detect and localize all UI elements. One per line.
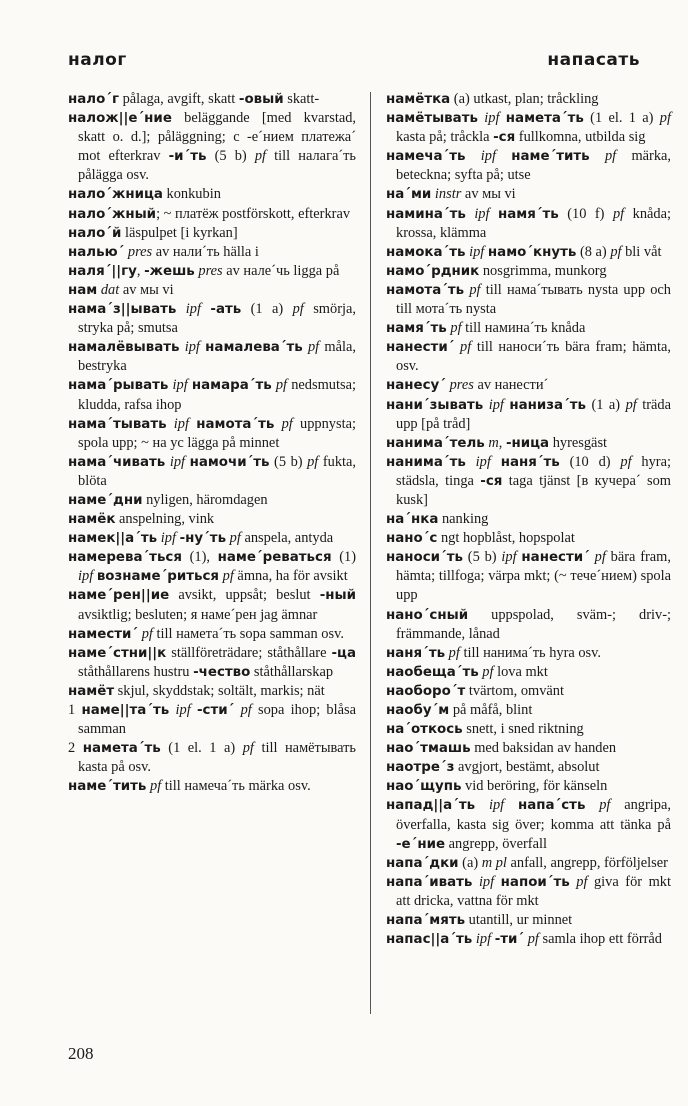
left-column	[68, 90, 356, 796]
page-number: 208	[68, 1044, 94, 1063]
dictionary-entry: напа´мять utantill, ur minnet	[386, 912, 573, 929]
dictionary-entry: наня´ть pf till нанима´ть hyra osv.	[386, 644, 602, 661]
dictionary-entry: наме´стни||к ställföreträdare; ståthållare -ца ståthållarens hustru -чество ståthållarskap	[68, 644, 356, 680]
column-divider	[370, 92, 371, 1014]
dictionary-entry: намо´рдник nosgrimma, munkorg	[386, 262, 607, 279]
dictionary-entry: намёт skjul, skyddstak; soltält, markis; nät	[68, 682, 325, 699]
dictionary-entry: наотре´з avgjort, bestämt, absolut	[386, 759, 600, 776]
dictionary-entry: наме´тить pf till намеча´ть märka osv.	[68, 778, 311, 795]
dictionary-entry: нама´рывать ipf намара´ть pf nedsmutsa; kludda, rafsa ihop	[68, 377, 356, 413]
dictionary-entry: наобу´м på måfå, blint	[386, 702, 533, 718]
dictionary-entry: намести´ pf till намета´ть sopa samman osv.	[68, 625, 344, 642]
dictionary-entry: наме´рен||ие avsikt, uppsåt; beslut -ный avsiktlig; besluten; я наме´рен jag ämnar	[68, 587, 356, 623]
dictionary-entry: нама´з||ывать ipf -ать (1 a) pf smörja, stryka på; smutsa	[68, 301, 356, 337]
dictionary-entry: напас||а´ть ipf -ти´ pf samla ihop ett förråd	[386, 931, 662, 948]
dictionary-entry: намётка (a) utkast, plan; tråckling	[386, 91, 599, 107]
dictionary-entry: намя´ть pf till намина´ть knåda	[386, 320, 586, 337]
dictionary-entry: на´нка nanking	[386, 511, 489, 528]
dictionary-entry: налью´ pres av нали´ть hälla i	[68, 243, 259, 260]
dictionary-entry: 1 наме||та´ть ipf -сти´ pf sopa ihop; blåsa samman	[68, 702, 357, 738]
dictionary-entry: нанесу´ pres av нанести´	[386, 377, 549, 394]
dictionary-entry: намота´ть pf till нама´тывать nysta upp och till мота´ть nysta	[386, 281, 671, 318]
dictionary-entry: наобеща´ть pf lova mkt	[386, 663, 548, 680]
dictionary-entry: напа´дки (a) m pl anfall, angrepp, förföljelser	[386, 854, 668, 871]
dictionary-entry: 2 намета´ть (1 el. 1 a) pf till намётывать kasta på osv.	[68, 740, 356, 776]
dictionary-entry: налож||е´ние beläggande [med kvarstad, skatt o. d.]; påläggning; с -е´нием платежа´ mot efterkrav -и´ть (5 b) pf till налага´ть pålägga osv.	[68, 110, 356, 184]
running-header	[68, 50, 640, 74]
dictionary-entry: намерева´ться (1), наме´реваться (1) ipf вознаме´риться pf ämna, ha för avsikt	[68, 549, 356, 585]
dictionary-entry: наноси´ть (5 b) ipf нанести´ pf bära fram, hämta; tillfoga; värpa mkt; (~ тече´нием) spola upp	[386, 549, 671, 604]
dictionary-entry: намока´ть ipf намо´кнуть (8 a) pf bli våt	[386, 243, 662, 260]
dictionary-entry: намек||а´ть ipf -ну´ть pf anspela, antyda	[68, 530, 334, 547]
dictionary-entry: намёк anspelning, vink	[68, 511, 215, 528]
header-right-guideword: напасать	[547, 50, 640, 70]
dictionary-entry: напад||а´ть ipf напа´сть pf angripa, överfalla, kasta sig över; komma att tänka på -е´ние angrepp, överfall	[386, 797, 671, 852]
dictionary-entry: намалёвывать ipf намалева´ть pf måla, bestryka	[68, 339, 356, 375]
dictionary-entry: на´ми instr av мы vi	[386, 186, 516, 203]
dictionary-entry: на´откось snett, i sned riktning	[386, 721, 584, 738]
dictionary-entry: нама´чивать ipf намочи´ть (5 b) pf fukta, blöta	[68, 453, 356, 489]
right-column	[386, 90, 671, 949]
dictionary-entry: нало´жный; ~ платёж postförskott, efterkrav	[68, 205, 351, 222]
dictionary-entry: наме´дни nyligen, häromdagen	[68, 491, 268, 508]
dictionary-entry: нани´зывать ipf наниза´ть (1 a) pf träda upp [på tråd]	[386, 396, 671, 432]
dictionary-entry: намётывать ipf намета´ть (1 el. 1 a) pf kasta på; tråckla -ся fullkomna, utbilda sig	[386, 110, 671, 146]
dictionary-entry: наля´||гу, -жешь pres av нале´чь ligga på	[68, 262, 340, 279]
dictionary-entry: нало´жница konkubin	[68, 186, 221, 203]
dictionary-entry: нано´с ngt hopblåst, hopspolat	[386, 530, 575, 547]
dictionary-entry: нало´г pålaga, avgift, skatt -овый skatt-	[68, 91, 320, 107]
dictionary-entry: намина´ть ipf намя´ть (10 f) pf knåda; krossa, klämma	[386, 205, 671, 241]
dictionary-entry: нанима´тель m, -ница hyresgäst	[386, 434, 608, 451]
dictionary-entry: нам dat av мы vi	[68, 281, 174, 298]
dictionary-entry: нано´сный uppspolad, sväm-; driv-; främmande, lånad	[386, 606, 671, 642]
dictionary-entry: нао´щупь vid beröring, för känseln	[386, 778, 608, 795]
dictionary-entry: напа´ивать ipf напои´ть pf giva för mkt att dricka, vattna för mkt	[386, 873, 671, 909]
dictionary-entry: нао´тмашь med baksidan av handen	[386, 740, 617, 757]
dictionary-entry: наоборо´т tvärtom, omvänt	[386, 682, 564, 699]
dictionary-entry: нанима´ть ipf наня´ть (10 d) pf hyra; städsla, tinga -ся taga tjänst [в кучера´ som kusk]	[386, 453, 671, 508]
dictionary-entry: нало´й läspulpet [i kyrkan]	[68, 224, 238, 241]
dictionary-entry: намеча´ть ipf наме´тить pf märka, beteckna; syfta på; utse	[386, 148, 671, 184]
dictionary-entry: нанести´ pf till наноси´ть bära fram; hämta, osv.	[386, 339, 671, 375]
dictionary-entry: нама´тывать ipf намота´ть pf uppnysta; spola upp; ~ на ус lägga på minnet	[68, 415, 356, 451]
header-left-guideword: налог	[68, 50, 127, 70]
